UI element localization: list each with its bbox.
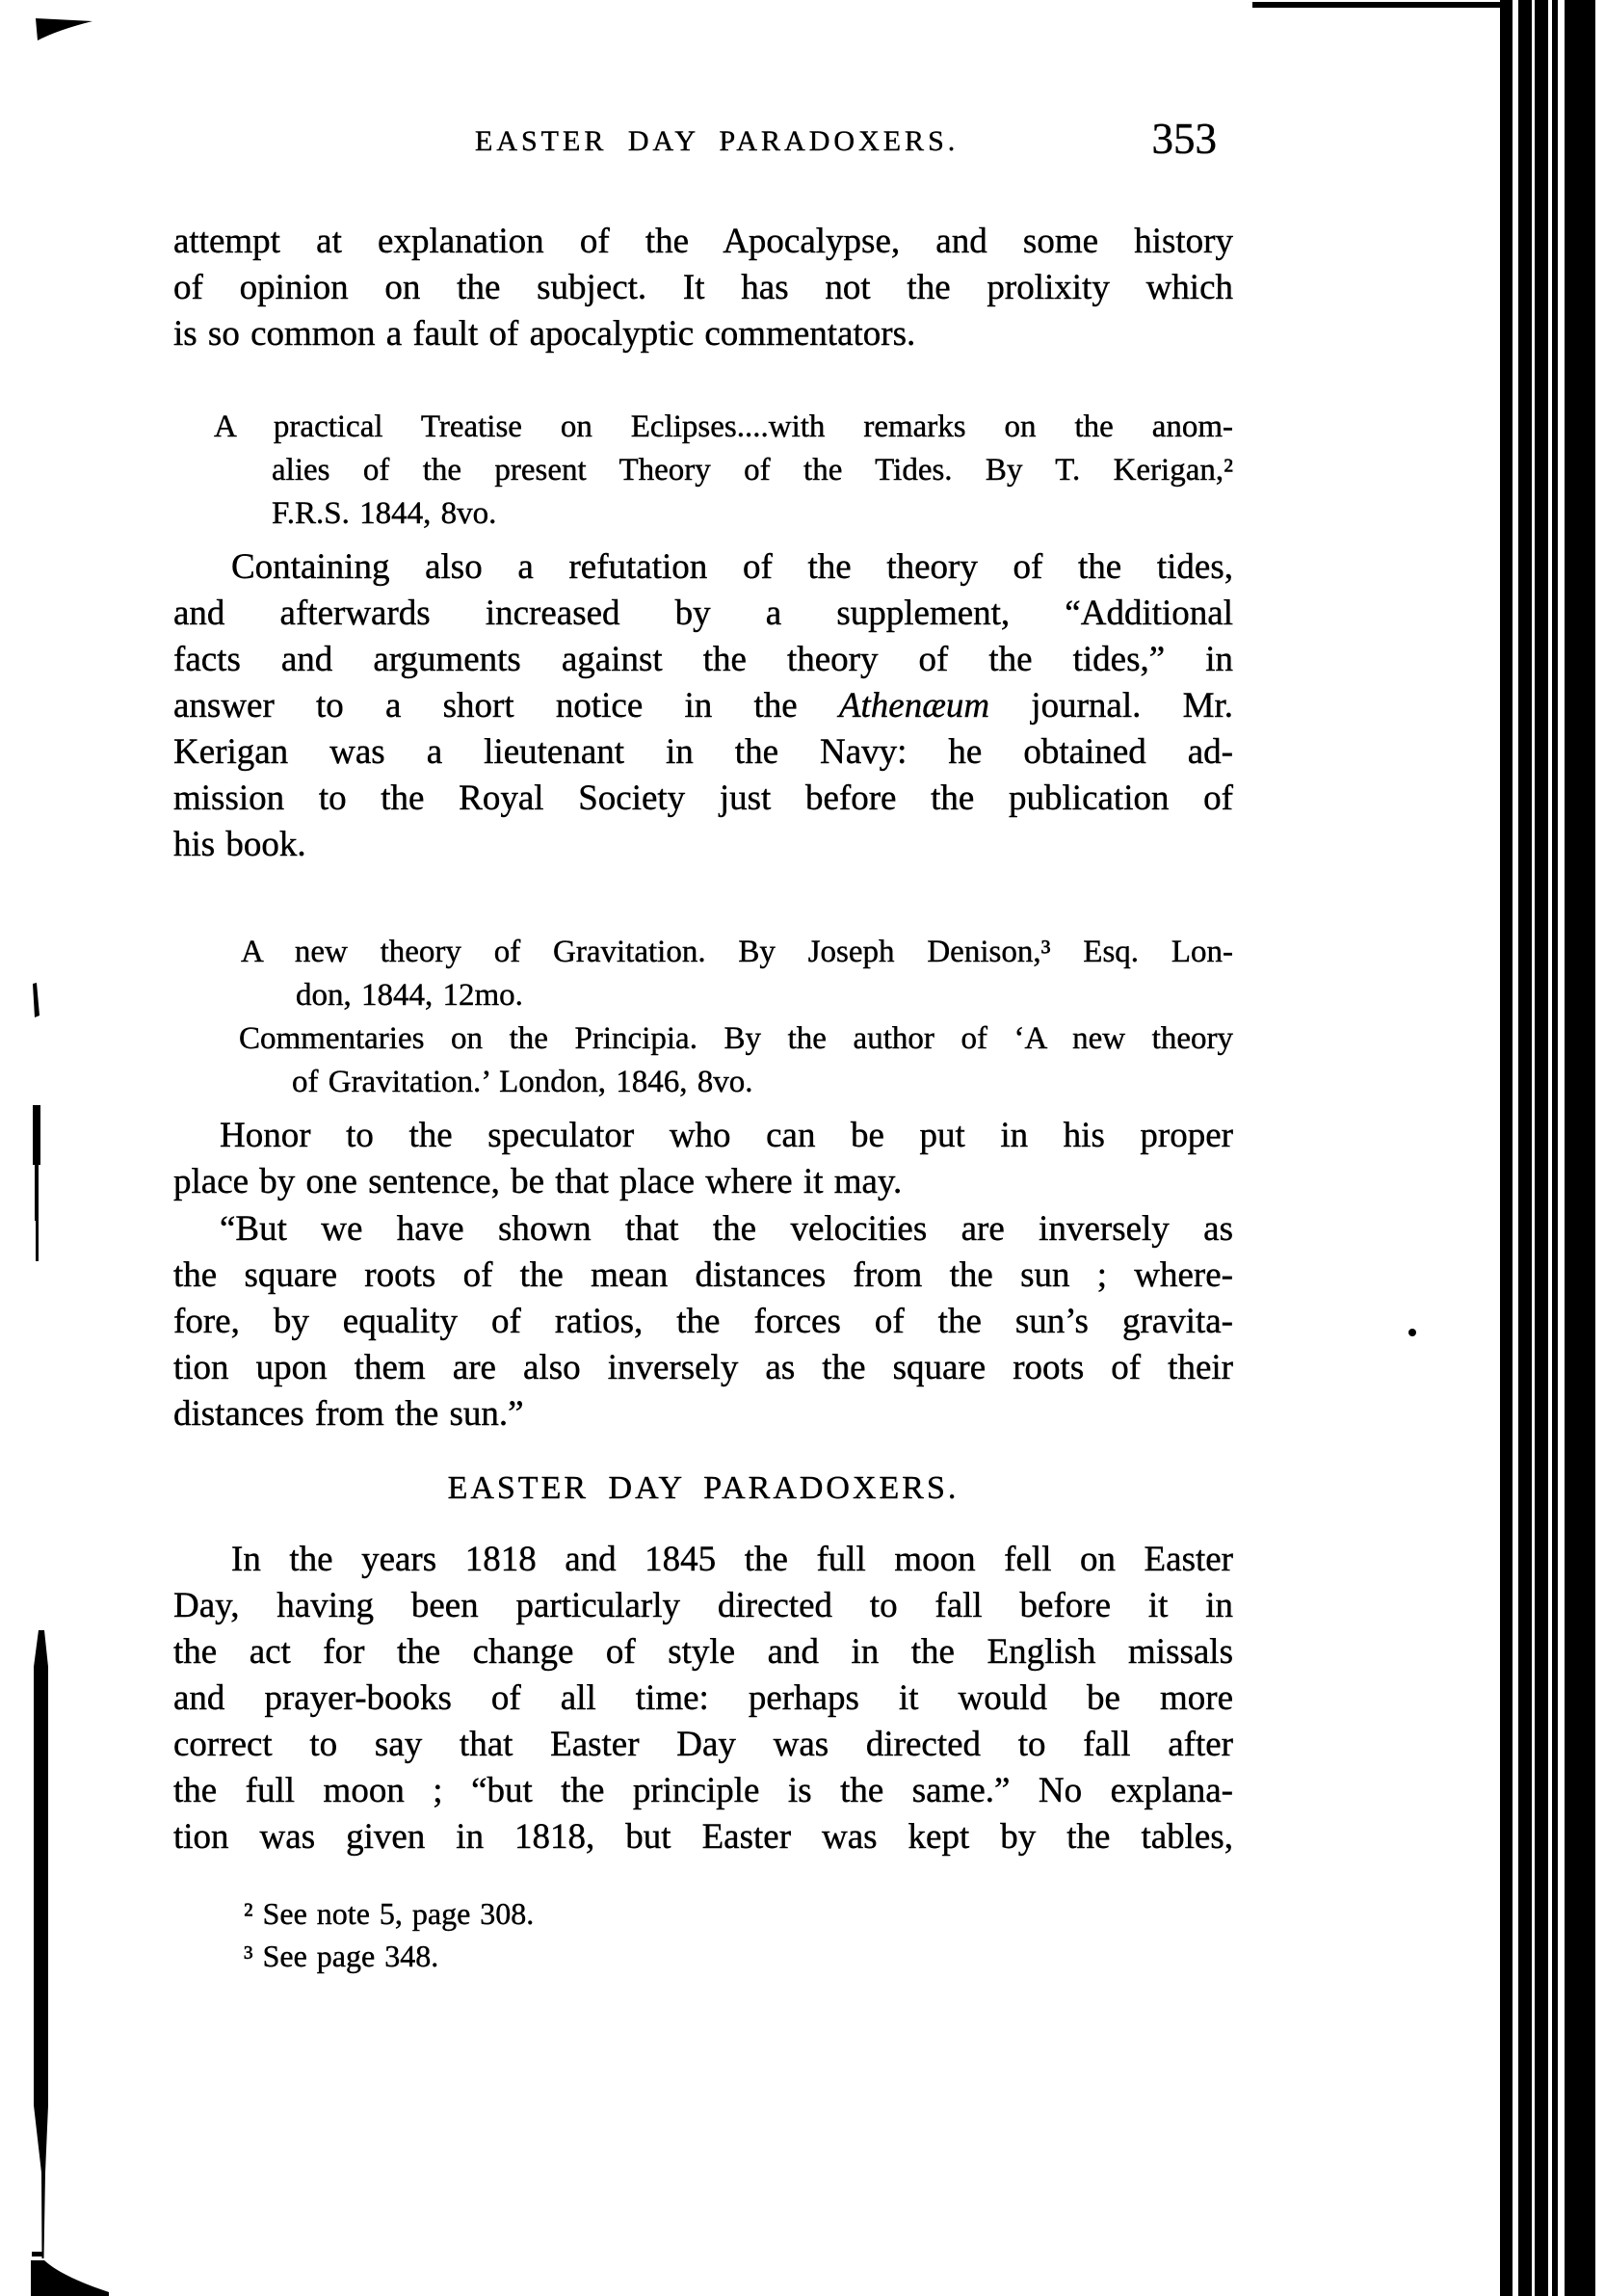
text-line: of Gravitation.’ London, 1846, 8vo. bbox=[292, 1065, 753, 1099]
text-line: tion upon them are also inversely as the square roots of their bbox=[173, 1348, 1233, 1387]
text-line: Day, having been particularly directed to fall before it in bbox=[173, 1586, 1233, 1625]
footnote-2: ² See note 5, page 308. bbox=[244, 1896, 535, 1931]
text-line: and afterwards increased by a supplement, “Additional bbox=[173, 594, 1233, 633]
scan-mark-left-bar-tail bbox=[36, 1221, 39, 1261]
scan-gutter-streaks bbox=[1500, 0, 1548, 2296]
scan-wedge-top-left bbox=[36, 18, 92, 40]
text-line: fore, by equality of ratios, the forces of the sun’s gravita- bbox=[173, 1302, 1233, 1341]
text-line: In the years 1818 and 1845 the full moon fell on Easter bbox=[231, 1540, 1233, 1579]
text-line: A new theory of Gravitation. By Joseph Denison,³ Esq. Lon- bbox=[241, 935, 1233, 969]
paragraph-apocalypse-continuation bbox=[173, 219, 1233, 357]
text-line: the square roots of the mean distances from the sun ; where- bbox=[173, 1255, 1233, 1295]
scan-mark-left-bar bbox=[33, 1105, 40, 1165]
paragraph-kerigan-review bbox=[173, 544, 1233, 868]
scan-gutter-solid-band bbox=[1565, 0, 1595, 2296]
text-line: don, 1844, 12mo. bbox=[296, 978, 523, 1013]
page-number: 353 bbox=[1151, 115, 1217, 163]
text-line: Containing also a refutation of the theory of the tides, bbox=[231, 547, 1233, 587]
bibliography-entry-kerigan bbox=[173, 406, 1233, 536]
text-line: is so common a fault of apocalyptic commentators. bbox=[173, 314, 916, 354]
text-line: F.R.S. 1844, 8vo. bbox=[272, 496, 497, 531]
running-title: EASTER DAY PARADOXERS. bbox=[475, 125, 960, 157]
scan-mark-left-bar-thin bbox=[35, 1165, 39, 1221]
text-line: the full moon ; “but the principle is the same.” No explana- bbox=[173, 1771, 1233, 1810]
scan-spine-foot bbox=[31, 2260, 109, 2296]
footnote-3: ³ See page 348. bbox=[244, 1939, 439, 1973]
text-line: Honor to the speculator who can be put in his proper bbox=[220, 1116, 1233, 1155]
text-line: A practical Treatise on Eclipses....with remarks on the anom- bbox=[214, 409, 1233, 444]
bibliography-entries-denison bbox=[173, 931, 1233, 1104]
paragraph-velocity-quote bbox=[173, 1206, 1233, 1438]
text-line: distances from the sun.” bbox=[173, 1394, 524, 1434]
text-segment: answer to a short notice in the bbox=[173, 686, 839, 726]
text-line: the act for the change of style and in the English missals bbox=[173, 1632, 1233, 1672]
scan-stray-dot bbox=[1408, 1329, 1416, 1336]
scan-mark-left-small bbox=[33, 983, 39, 1017]
text-line: facts and arguments against the theory of the tides,” in bbox=[173, 640, 1233, 679]
paragraph-honor bbox=[173, 1113, 1233, 1205]
paragraph-easter-intro bbox=[173, 1537, 1233, 1861]
text-line: tion was given in 1818, but Easter was kept by the tables, bbox=[173, 1817, 1233, 1857]
scan-gutter-edge-line bbox=[1552, 0, 1558, 2296]
text-line: Kerigan was a lieutenant in the Navy: he obtained ad- bbox=[173, 732, 1233, 772]
text-line: “But we have shown that the velocities are inversely as bbox=[220, 1209, 1233, 1249]
text-line: place by one sentence, be that place where it may. bbox=[173, 1162, 903, 1201]
text-line: correct to say that Easter Day was directed to fall after bbox=[173, 1725, 1233, 1764]
section-heading-easter: EASTER DAY PARADOXERS. bbox=[447, 1470, 960, 1506]
text-line: his book. bbox=[173, 825, 306, 864]
text-line: and prayer-books of all time: perhaps it would be more bbox=[173, 1678, 1233, 1718]
scan-top-edge-line bbox=[1252, 2, 1505, 8]
athenaeum-italic-title: Athenæum bbox=[838, 686, 990, 726]
text-line: alies of the present Theory of the Tides. By T. Kerigan,² bbox=[272, 453, 1233, 488]
scan-spine-tick bbox=[32, 2252, 42, 2256]
text-line: of opinion on the subject. It has not the prolixity which bbox=[173, 268, 1233, 307]
scan-spine-bar-bottom-left bbox=[34, 1630, 48, 2258]
text-line: attempt at explanation of the Apocalypse, and some history bbox=[173, 222, 1233, 261]
text-segment: journal. Mr. bbox=[989, 686, 1234, 726]
footnotes bbox=[173, 1892, 1233, 1977]
text-line bbox=[173, 683, 1233, 729]
text-line: Commentaries on the Principia. By the author of ‘A new theory bbox=[239, 1021, 1233, 1056]
text-line: mission to the Royal Society just before the publication of bbox=[173, 779, 1233, 818]
